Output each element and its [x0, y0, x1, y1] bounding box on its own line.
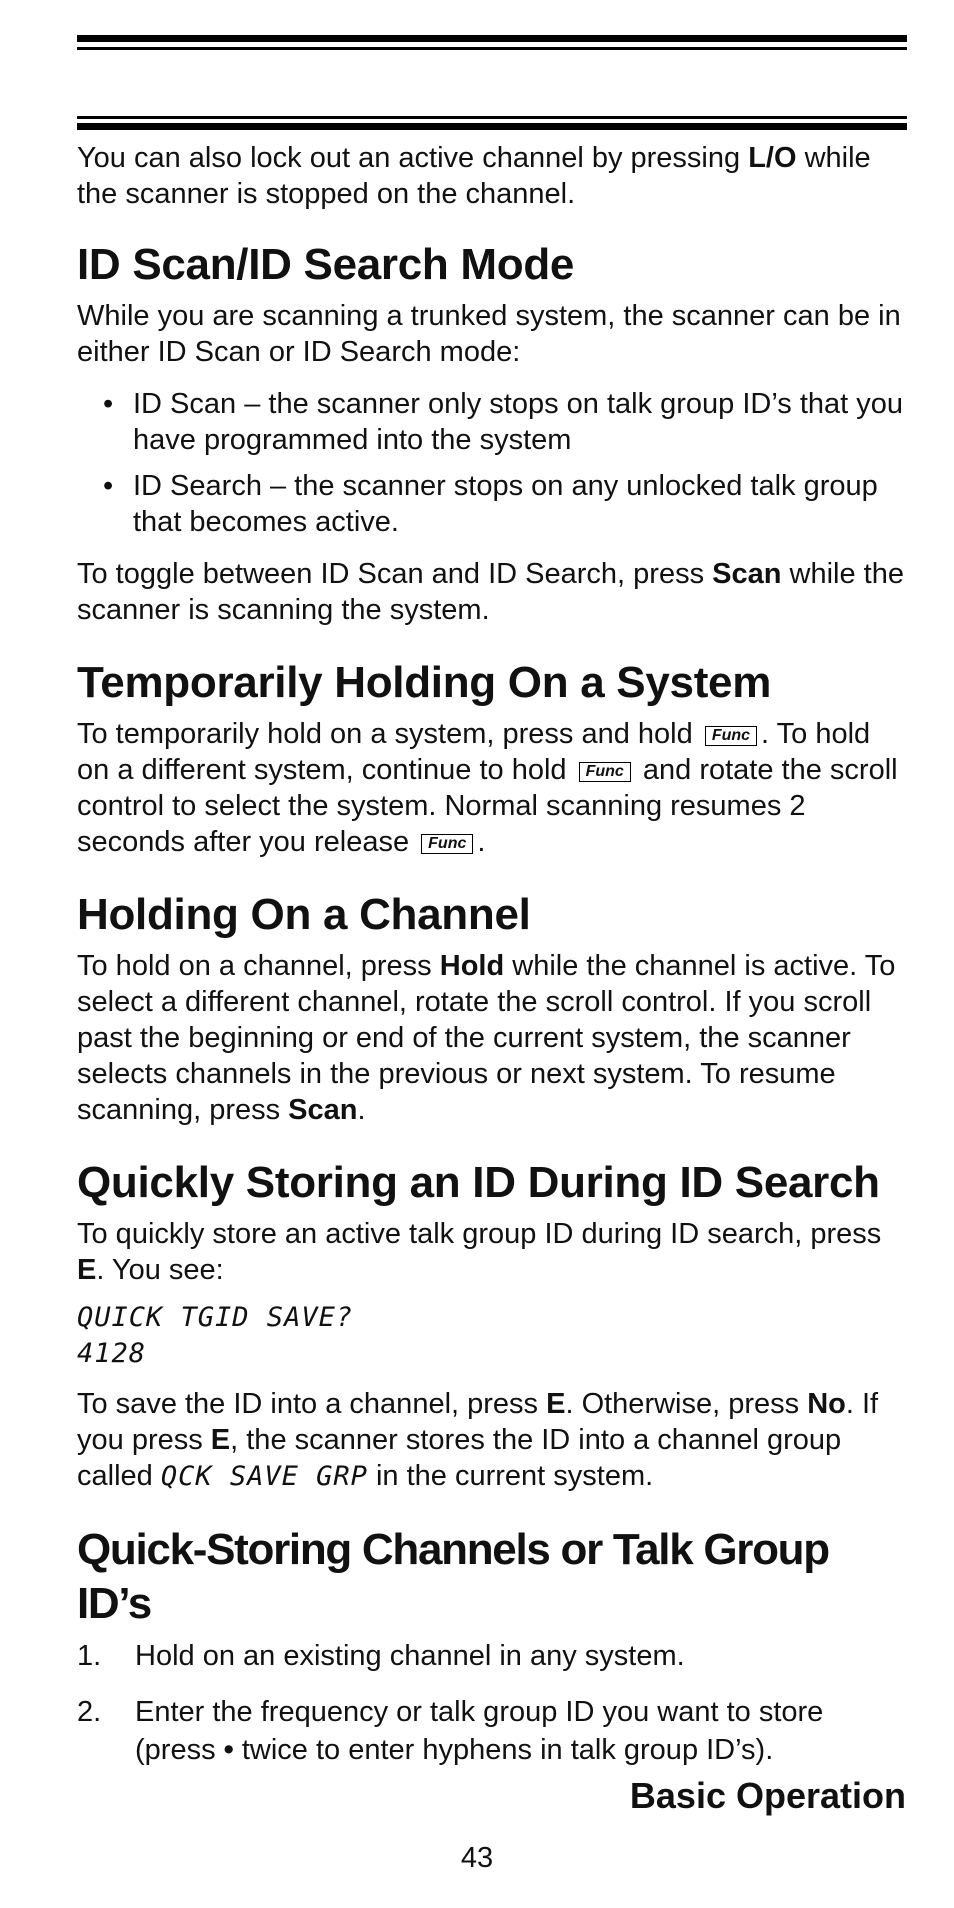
- page-content: [77, 140, 907, 1769]
- func-key-icon: Func: [579, 762, 631, 782]
- quick-store-paragraph: To quickly store an active talk group ID during ID search, press E. You see:: [77, 1218, 882, 1286]
- quick-storing-steps: [77, 1637, 907, 1769]
- id-scan-toggle-paragraph: To toggle between ID Scan and ID Search, press Scan while the scanner is scanning the system.: [77, 558, 904, 626]
- quick-store-save-paragraph: To save the ID into a channel, press E. Otherwise, press No. If you press E, the scanner stores the ID into a channel group called QCK SAVE GRP in the current system.: [77, 1388, 879, 1492]
- step-number: 1.: [77, 1640, 102, 1672]
- key-no: No: [807, 1388, 846, 1420]
- key-e: E: [77, 1254, 97, 1286]
- dot-key-icon: •: [223, 1734, 234, 1766]
- heading-quick-store: Quickly Storing an ID During ID Search: [77, 1158, 880, 1207]
- page-number: 43: [460, 1842, 494, 1874]
- lcd-group-name: QCK SAVE GRP: [160, 1461, 368, 1492]
- step-item: 2. Enter the frequency or talk group ID you want to store (press • twice to enter hyphens in talk group ID’s).: [77, 1693, 907, 1769]
- lcd-display: [77, 1300, 907, 1372]
- heading-hold-channel: Holding On a Channel: [77, 890, 531, 939]
- key-scan: Scan: [288, 1094, 358, 1126]
- id-scan-bullets: [77, 386, 907, 540]
- heading-temp-hold: Temporarily Holding On a System: [77, 658, 772, 707]
- bullet-item: • ID Scan – the scanner only stops on talk group ID’s that you have programmed into the system: [103, 388, 904, 456]
- key-scan: Scan: [712, 558, 782, 590]
- bullet-icon: •: [103, 388, 114, 420]
- footer-section-title: Basic Operation: [629, 1775, 906, 1816]
- func-key-icon: Func: [421, 834, 473, 854]
- key-lo: L/O: [748, 142, 797, 174]
- intro-paragraph: You can also lock out an active channel by pressing L/O while the scanner is stopped on the channel.: [77, 142, 871, 210]
- header-rule-thick-2: [77, 123, 907, 130]
- key-e: E: [546, 1388, 566, 1420]
- hold-channel-paragraph: To hold on a channel, press Hold while the channel is active. To select a different channel, rotate the scroll control. If you scroll past the beginning or end of the current system, the scanner selects channels in the previous or next system. To resume scanning, press Scan.: [77, 950, 896, 1126]
- heading-id-scan: ID Scan/ID Search Mode: [77, 240, 575, 289]
- bullet-icon: •: [103, 470, 114, 502]
- bullet-item: • ID Search – the scanner stops on any unlocked talk group that becomes active.: [103, 470, 878, 538]
- heading-quick-storing: Quick-Storing Channels or Talk Group ID’s: [77, 1525, 829, 1628]
- key-hold: Hold: [439, 950, 505, 982]
- step-item: 1. Hold on an existing channel in any system.: [77, 1637, 907, 1675]
- id-scan-paragraph: While you are scanning a trunked system, the scanner can be in either ID Scan or ID Search mode:: [77, 300, 901, 368]
- func-key-icon: Func: [705, 726, 757, 746]
- header-rule-thick-1: [77, 35, 907, 42]
- temp-hold-paragraph: To temporarily hold on a system, press and hold Func . To hold on a different system, continue to hold Func and rotate the scroll control to select the system. Normal scanning resumes 2 seconds after you release Func .: [77, 718, 898, 858]
- lcd-line-1: QUICK TGID SAVE?: [77, 1302, 354, 1333]
- lcd-line-2: 4128: [77, 1338, 147, 1369]
- header-rule-thin-2: [77, 116, 907, 119]
- step-number: 2.: [77, 1696, 102, 1728]
- key-e: E: [210, 1424, 231, 1456]
- header-rule-thin-1: [77, 47, 907, 50]
